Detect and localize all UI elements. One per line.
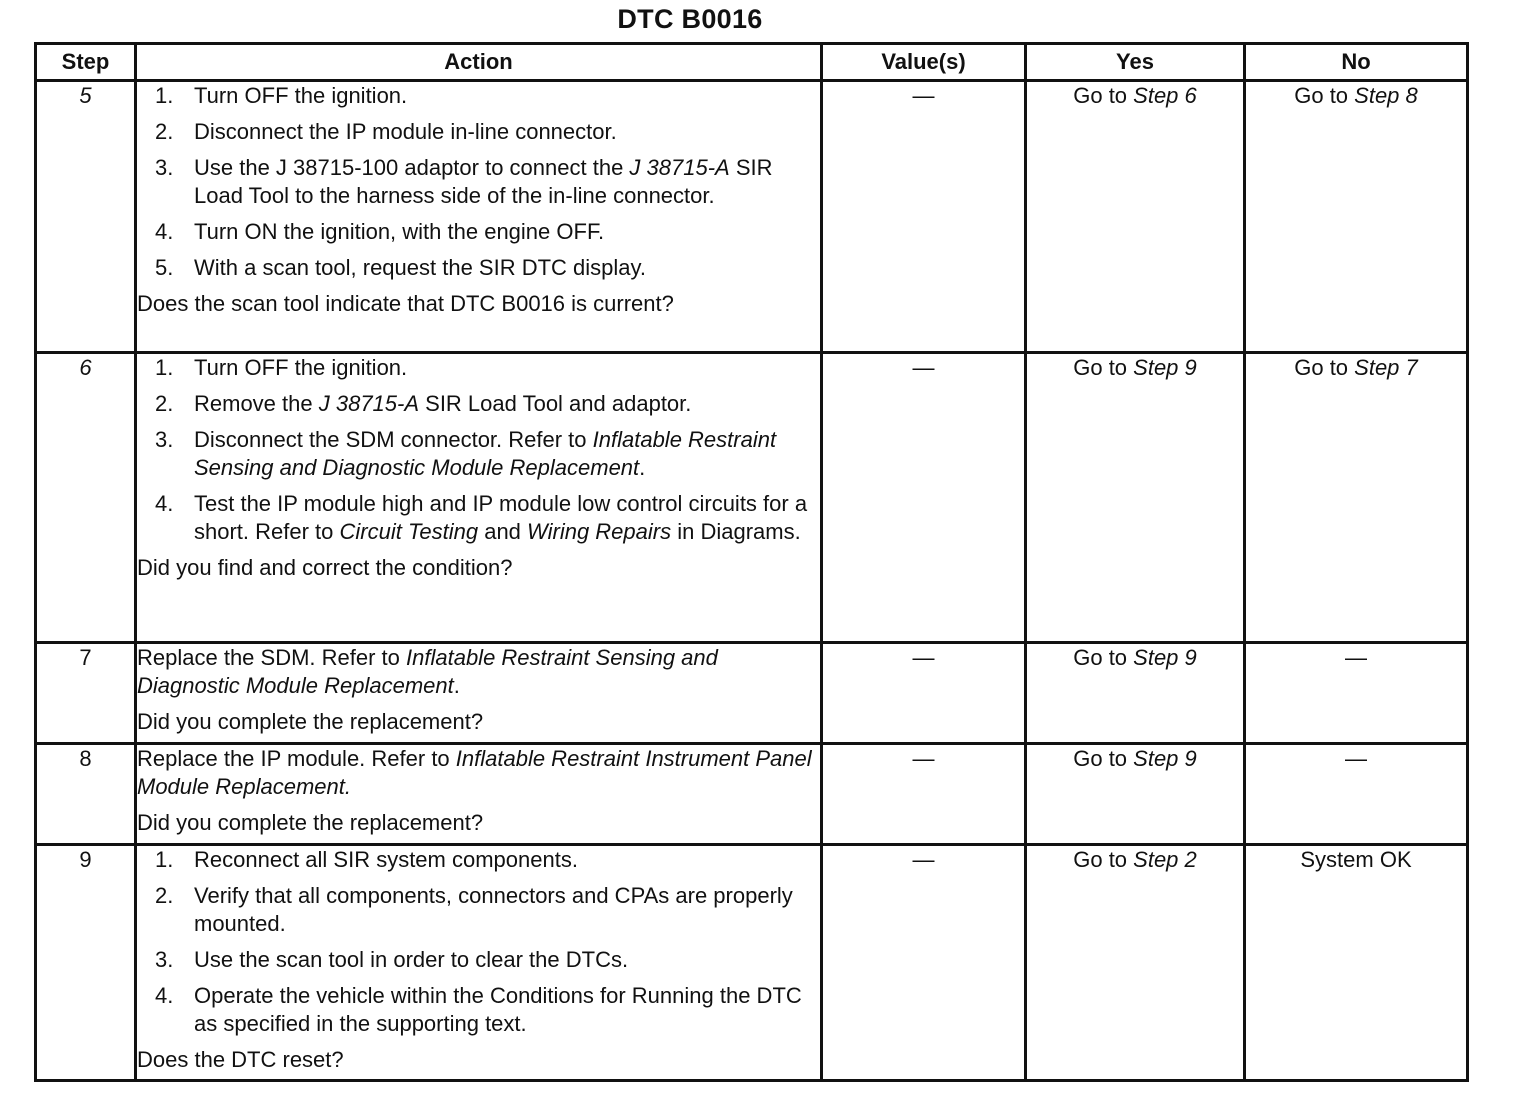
instruction-text: Turn ON the ignition, with the engine OFF. xyxy=(194,219,605,244)
goto-step-link[interactable]: Step 9 xyxy=(1133,355,1197,380)
substep-number: 1. xyxy=(155,355,174,380)
step-number: 6 xyxy=(36,353,136,643)
goto-prefix: Go to xyxy=(1294,355,1355,380)
goto-prefix: Go to xyxy=(1073,355,1134,380)
action-cell xyxy=(136,744,822,845)
value-cell: — xyxy=(822,845,1026,1081)
substep-number: 3. xyxy=(155,947,174,972)
substep-number: 2. xyxy=(155,391,174,416)
table-body xyxy=(36,81,1468,1081)
header-yes: Yes xyxy=(1026,44,1245,81)
instruction-text: SIR Load Tool and adaptor. xyxy=(419,391,692,416)
goto-step-link[interactable]: Step 2 xyxy=(1133,847,1197,872)
reference-text: Circuit Testing xyxy=(339,519,479,544)
instruction-text: and xyxy=(478,519,528,544)
substep-item xyxy=(137,82,820,110)
goto-step-link[interactable]: Step 6 xyxy=(1133,83,1197,108)
value-cell: — xyxy=(822,643,1026,744)
no-cell: System OK xyxy=(1245,845,1468,1081)
no-cell[interactable] xyxy=(1245,353,1468,643)
substep-number: 3. xyxy=(155,155,174,180)
substep-item xyxy=(137,882,820,938)
action-question: Did you complete the replacement? xyxy=(137,709,484,734)
table-row xyxy=(36,744,1468,845)
instruction-text: Operate the vehicle within the Conditions for Running the DTC as specified in the supporting text. xyxy=(194,983,802,1036)
instruction-text: Reconnect all SIR system components. xyxy=(194,847,578,872)
action-question: Does the scan tool indicate that DTC B0016 is current? xyxy=(137,291,674,316)
goto-prefix: Go to xyxy=(1294,83,1355,108)
goto-prefix: Go to xyxy=(1073,746,1134,771)
action-question: Did you find and correct the condition? xyxy=(137,555,513,580)
action-cell xyxy=(136,643,822,744)
instruction-text: Disconnect the IP module in-line connector. xyxy=(194,119,617,144)
substep-list xyxy=(137,846,820,1038)
substep-item xyxy=(137,846,820,874)
instruction-text: Use the scan tool in order to clear the DTCs. xyxy=(194,947,629,972)
header-step: Step xyxy=(36,44,136,81)
substep-item xyxy=(137,354,820,382)
no-cell[interactable] xyxy=(1245,81,1468,353)
substep-item xyxy=(137,154,820,210)
table-row xyxy=(36,643,1468,744)
goto-prefix: Go to xyxy=(1073,645,1134,670)
instruction-text: . xyxy=(453,673,460,698)
substep-item xyxy=(137,390,820,418)
instruction-text: . xyxy=(639,455,646,480)
value-cell: — xyxy=(822,81,1026,353)
reference-text: Inflatable Restraint Sensing and Diagnostic Module Replacement xyxy=(137,645,718,698)
instruction-text: Turn OFF the ignition. xyxy=(194,83,408,108)
substep-list xyxy=(137,354,820,546)
header-row xyxy=(36,44,1468,81)
action-question: Did you complete the replacement? xyxy=(137,810,484,835)
step-number: 5 xyxy=(36,81,136,353)
goto-prefix: Go to xyxy=(1073,847,1134,872)
page-title: DTC B0016 xyxy=(617,4,763,34)
table-row xyxy=(36,353,1468,643)
header-values: Value(s) xyxy=(822,44,1026,81)
instruction-text: SIR Load Tool to the harness side of the in-line connector. xyxy=(194,155,773,208)
yes-cell[interactable] xyxy=(1026,845,1245,1081)
substep-item xyxy=(137,946,820,974)
reference-text: Inflatable Restraint Sensing and Diagnostic Module Replacement xyxy=(194,427,777,480)
instruction-text: With a scan tool, request the SIR DTC display. xyxy=(194,255,646,280)
reference-text: Inflatable Restraint Instrument Panel Module Replacement. xyxy=(137,746,812,799)
substep-number: 5. xyxy=(155,255,174,280)
reference-text: J 38715-A xyxy=(629,155,730,180)
instruction-text: Verify that all components, connectors and CPAs are properly mounted. xyxy=(194,883,793,936)
no-cell: — xyxy=(1245,643,1468,744)
substep-number: 4. xyxy=(155,491,174,516)
reference-text: J 38715-A xyxy=(318,391,420,416)
action-paragraph xyxy=(137,745,820,801)
yes-cell[interactable] xyxy=(1026,81,1245,353)
step-number: 7 xyxy=(36,643,136,744)
substep-number: 2. xyxy=(155,883,174,908)
value-cell: — xyxy=(822,744,1026,845)
substep-item xyxy=(137,118,820,146)
diagnostic-table xyxy=(34,42,1469,1082)
action-cell xyxy=(136,353,822,643)
instruction-text: Test the IP module high and IP module low control circuits for a short. Refer to xyxy=(194,491,808,544)
instruction-text: Replace the SDM. Refer to xyxy=(137,645,407,670)
table-row xyxy=(36,81,1468,353)
goto-step-link[interactable]: Step 8 xyxy=(1354,83,1418,108)
instruction-text: Replace the IP module. Refer to xyxy=(137,746,456,771)
substep-number: 1. xyxy=(155,83,174,108)
substep-number: 4. xyxy=(155,983,174,1008)
action-paragraph xyxy=(137,644,820,700)
instruction-text: Turn OFF the ignition. xyxy=(194,355,408,380)
step-number: 8 xyxy=(36,744,136,845)
instruction-text: Remove the xyxy=(194,391,319,416)
substep-number: 4. xyxy=(155,219,174,244)
instruction-text: Disconnect the SDM connector. Refer to xyxy=(194,427,593,452)
substep-number: 1. xyxy=(155,847,174,872)
substep-item xyxy=(137,254,820,282)
header-no: No xyxy=(1245,44,1468,81)
header-action: Action xyxy=(136,44,822,81)
instruction-text: Use the J 38715-100 adaptor to connect the xyxy=(194,155,630,180)
goto-step-link[interactable]: Step 9 xyxy=(1133,746,1197,771)
yes-cell[interactable] xyxy=(1026,643,1245,744)
action-cell xyxy=(136,81,822,353)
substep-number: 3. xyxy=(155,427,174,452)
action-question: Does the DTC reset? xyxy=(137,1047,344,1072)
goto-step-link[interactable]: Step 9 xyxy=(1133,645,1197,670)
substep-item xyxy=(137,426,820,482)
substep-item xyxy=(137,490,820,546)
goto-prefix: Go to xyxy=(1073,83,1134,108)
substep-item xyxy=(137,218,820,246)
step-number: 9 xyxy=(36,845,136,1081)
yes-cell[interactable] xyxy=(1026,353,1245,643)
substep-item xyxy=(137,982,820,1038)
substep-list xyxy=(137,82,820,282)
substep-number: 2. xyxy=(155,119,174,144)
table-row xyxy=(36,845,1468,1081)
action-cell xyxy=(136,845,822,1081)
no-cell: — xyxy=(1245,744,1468,845)
goto-step-link[interactable]: Step 7 xyxy=(1354,355,1418,380)
reference-text: Wiring Repairs xyxy=(527,519,672,544)
yes-cell[interactable] xyxy=(1026,744,1245,845)
value-cell: — xyxy=(822,353,1026,643)
instruction-text: in Diagrams. xyxy=(671,519,801,544)
